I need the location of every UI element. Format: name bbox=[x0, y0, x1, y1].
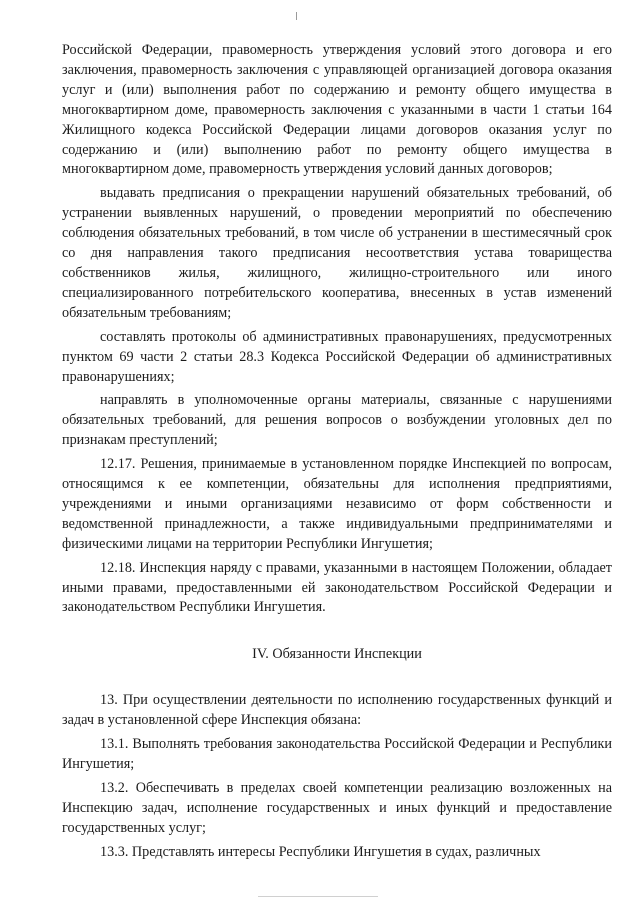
paragraph-13: 13. При осуществлении деятельности по исполнению государственных функций и задач в установленной сфере Инспекция обязана: bbox=[62, 692, 612, 729]
scan-artifact bbox=[296, 12, 297, 20]
scan-artifact bbox=[258, 896, 378, 897]
paragraph-12-18: 12.18. Инспекция наряду с правами, указанными в настоящем Положении, обладает иными правами, предоставленными ей законодательством Российской Федерации и законодательством Республики Ингушетия. bbox=[62, 559, 612, 616]
paragraph-protocols: составлять протоколы об административных правонарушениях, предусмотренных пунктом 69 части 2 статьи 28.3 Кодекса Российской Федерации об административных правонарушениях; bbox=[62, 328, 612, 385]
paragraph-continuation: Российской Федерации, правомерность утверждения условий этого договора и его заключения, правомерность заключения с управляющей организацией договора оказания услуг и (или) выполнения работ по содержанию и ремонту общего имущества в многоквартирном доме, правомерность заключения с указанными в части 1 статьи 164 Жилищного кодекса Российской Федерации лицами договоров оказания услуг по содержанию и (или) выполнению работ по ремонту общего имущества в многоквартирном доме, правомерность утверждения условий данных договоров; bbox=[62, 42, 612, 178]
paragraph-13-1: 13.1. Выполнять требования законодательства Российской Федерации и Республики Ингушетия; bbox=[62, 736, 612, 772]
paragraph-13-2: 13.2. Обеспечивать в пределах своей компетенции реализацию возложенных на Инспекцию задач, исполнение государственных и иных функций и предоставление государственных услуг; bbox=[62, 779, 612, 836]
paragraph-send-materials: направлять в уполномоченные органы материалы, связанные с нарушениями обязательных требований, для решения вопросов о возбуждении уголовных дел по признакам преступлений; bbox=[62, 392, 612, 449]
paragraph-13-3: 13.3. Представлять интересы Республики Ингушетия в судах, различных bbox=[100, 843, 541, 860]
paragraph-issue-orders: выдавать предписания о прекращении нарушений обязательных требований, об устранении выявленных нарушений, о проведении мероприятий по обеспечению соблюдения обязательных требований, в том числе об устранении в шестимесячный срок со дня направления такого предписания несоответствия устава товарищества собственников жилья, жилищного, жилищно-строительного или иного специализированного потребительского кооператива, внесенных в устав изменений обязательным требованиям; bbox=[62, 185, 612, 321]
section-heading: IV. Обязанности Инспекции bbox=[252, 646, 422, 663]
paragraph-12-17: 12.17. Решения, принимаемые в установленном порядке Инспекцией по вопросам, относящимся к ее компетенции, обязательны для исполнения предприятиями, учреждениями и иными организациями независимо от форм собственности и ведомственной принадлежности, а также индивидуальными предпринимателями и физическими лицами на территории Республики Ингушетия; bbox=[62, 456, 612, 552]
